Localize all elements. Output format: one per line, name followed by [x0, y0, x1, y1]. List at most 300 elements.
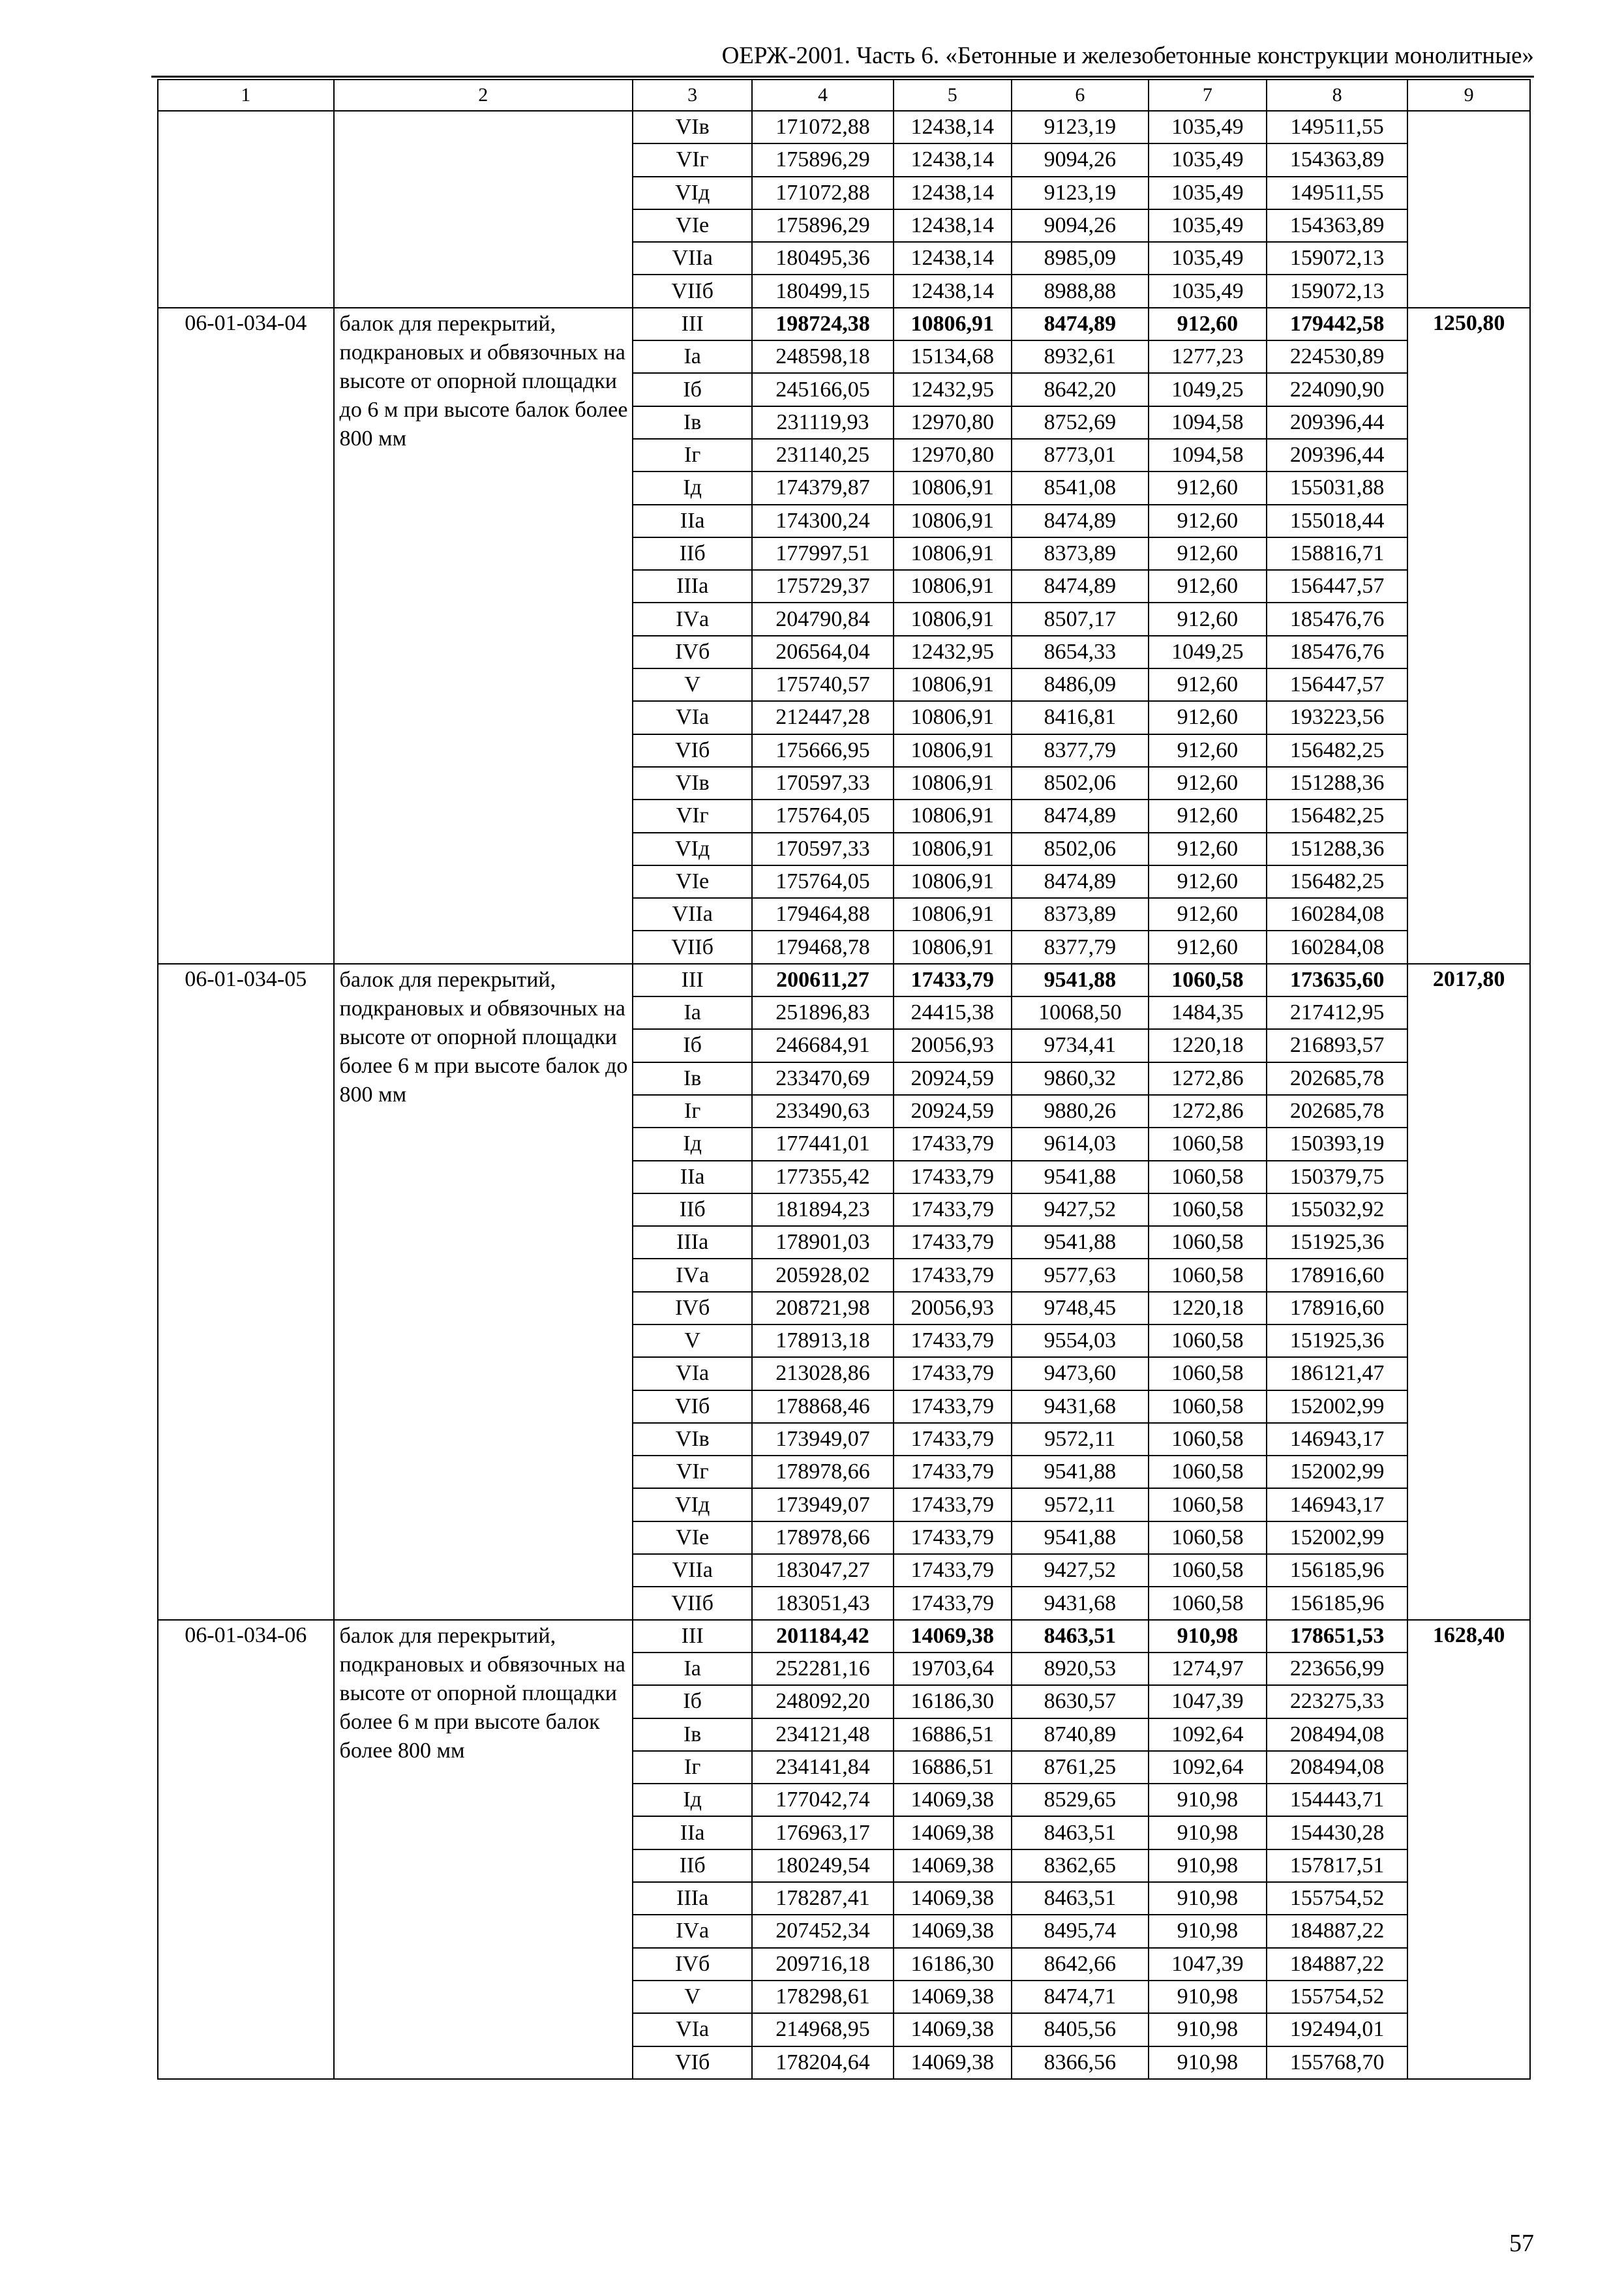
value-cell: 184887,22: [1267, 1915, 1407, 1947]
value-cell: 912,60: [1149, 603, 1267, 635]
value-cell: 231119,93: [752, 406, 893, 439]
value-cell: 9614,03: [1012, 1128, 1149, 1160]
value-cell: 9094,26: [1012, 209, 1149, 242]
value-cell: 19703,64: [894, 1653, 1012, 1685]
value-cell: 175896,29: [752, 143, 893, 176]
resource-group-cell: VIд: [633, 177, 753, 209]
value-cell: 9554,03: [1012, 1324, 1149, 1357]
value-cell: 912,60: [1149, 865, 1267, 898]
value-cell: 9572,11: [1012, 1423, 1149, 1456]
value-cell: 1060,58: [1149, 1357, 1267, 1390]
value-cell: 14069,38: [894, 1981, 1012, 2013]
total-cell-empty: [1407, 111, 1530, 308]
value-cell: 910,98: [1149, 1620, 1267, 1653]
resource-group-cell: VIг: [633, 800, 753, 832]
value-cell: 10806,91: [894, 603, 1012, 635]
resource-group-cell: Iа: [633, 996, 753, 1029]
value-cell: 178916,60: [1267, 1259, 1407, 1291]
value-cell: 9431,68: [1012, 1390, 1149, 1423]
value-cell: 214968,95: [752, 2013, 893, 2046]
value-cell: 8463,51: [1012, 1816, 1149, 1849]
value-cell: 209396,44: [1267, 406, 1407, 439]
value-cell: 208721,98: [752, 1292, 893, 1324]
value-cell: 217412,95: [1267, 996, 1407, 1029]
value-cell: 1049,25: [1149, 373, 1267, 406]
resource-group-cell: VIа: [633, 1357, 753, 1390]
value-cell: 910,98: [1149, 1882, 1267, 1915]
value-cell: 170597,33: [752, 767, 893, 800]
value-cell: 910,98: [1149, 1816, 1267, 1849]
value-cell: 157817,51: [1267, 1849, 1407, 1882]
value-cell: 223275,33: [1267, 1685, 1407, 1718]
value-cell: 12438,14: [894, 177, 1012, 209]
value-cell: 910,98: [1149, 1784, 1267, 1816]
value-cell: 160284,08: [1267, 931, 1407, 963]
resource-group-cell: Iа: [633, 340, 753, 373]
value-cell: 206564,04: [752, 636, 893, 668]
value-cell: 234141,84: [752, 1751, 893, 1784]
value-cell: 20056,93: [894, 1029, 1012, 1062]
resource-group-cell: VIб: [633, 734, 753, 767]
value-cell: 201184,42: [752, 1620, 893, 1653]
value-cell: 8474,89: [1012, 505, 1149, 537]
value-cell: 177355,42: [752, 1161, 893, 1193]
value-cell: 198724,38: [752, 308, 893, 340]
value-cell: 8474,71: [1012, 1981, 1149, 2013]
value-cell: 16886,51: [894, 1751, 1012, 1784]
value-cell: 1060,58: [1149, 1587, 1267, 1619]
value-cell: 151925,36: [1267, 1324, 1407, 1357]
value-cell: 1220,18: [1149, 1029, 1267, 1062]
value-cell: 224530,89: [1267, 340, 1407, 373]
value-cell: 9123,19: [1012, 111, 1149, 143]
value-cell: 10806,91: [894, 668, 1012, 701]
resource-group-cell: V: [633, 1324, 753, 1357]
value-cell: 14069,38: [894, 1784, 1012, 1816]
item-code: 06-01-034-05: [158, 964, 334, 1620]
value-cell: 248598,18: [752, 340, 893, 373]
value-cell: 8463,51: [1012, 1620, 1149, 1653]
value-cell: 251896,83: [752, 996, 893, 1029]
value-cell: 155754,52: [1267, 1882, 1407, 1915]
resource-group-cell: VIе: [633, 209, 753, 242]
value-cell: 17433,79: [894, 1423, 1012, 1456]
resource-group-cell: VIг: [633, 1456, 753, 1488]
resource-group-cell: VIIб: [633, 275, 753, 307]
value-cell: 178298,61: [752, 1981, 893, 2013]
resource-group-cell: IIа: [633, 505, 753, 537]
value-cell: 207452,34: [752, 1915, 893, 1947]
value-cell: 912,60: [1149, 505, 1267, 537]
price-table: [157, 79, 1531, 2080]
value-cell: 12438,14: [894, 111, 1012, 143]
value-cell: 156482,25: [1267, 734, 1407, 767]
value-cell: 9860,32: [1012, 1062, 1149, 1095]
value-cell: 10806,91: [894, 865, 1012, 898]
value-cell: 1272,86: [1149, 1095, 1267, 1128]
value-cell: 9541,88: [1012, 1521, 1149, 1554]
value-cell: 8486,09: [1012, 668, 1149, 701]
value-cell: 156185,96: [1267, 1554, 1407, 1587]
value-cell: 178868,46: [752, 1390, 893, 1423]
resource-group-cell: III: [633, 1620, 753, 1653]
value-cell: 152002,99: [1267, 1390, 1407, 1423]
resource-group-cell: Iд: [633, 471, 753, 504]
value-cell: 16886,51: [894, 1718, 1012, 1751]
resource-group-cell: IIб: [633, 1849, 753, 1882]
resource-group-cell: IVа: [633, 603, 753, 635]
value-cell: 1094,58: [1149, 439, 1267, 471]
resource-group-cell: IIIа: [633, 1882, 753, 1915]
value-cell: 8366,56: [1012, 2046, 1149, 2079]
description-cell-empty: [334, 111, 633, 308]
value-cell: 176963,17: [752, 1816, 893, 1849]
value-cell: 185476,76: [1267, 636, 1407, 668]
value-cell: 8373,89: [1012, 537, 1149, 570]
value-cell: 1277,23: [1149, 340, 1267, 373]
value-cell: 8541,08: [1012, 471, 1149, 504]
value-cell: 181894,23: [752, 1193, 893, 1226]
value-cell: 8463,51: [1012, 1882, 1149, 1915]
value-cell: 180495,36: [752, 242, 893, 275]
value-cell: 17433,79: [894, 1587, 1012, 1619]
value-cell: 10806,91: [894, 833, 1012, 865]
resource-group-cell: IIб: [633, 537, 753, 570]
value-cell: 8416,81: [1012, 701, 1149, 734]
value-cell: 185476,76: [1267, 603, 1407, 635]
value-cell: 10806,91: [894, 734, 1012, 767]
value-cell: 248092,20: [752, 1685, 893, 1718]
resource-group-cell: IVб: [633, 636, 753, 668]
resource-group-cell: VIIа: [633, 242, 753, 275]
value-cell: 216893,57: [1267, 1029, 1407, 1062]
value-cell: 151925,36: [1267, 1226, 1407, 1259]
table-row: [158, 308, 1530, 340]
resource-group-cell: III: [633, 308, 753, 340]
resource-group-cell: III: [633, 964, 753, 996]
resource-group-cell: Iб: [633, 373, 753, 406]
resource-group-cell: IVб: [633, 1292, 753, 1324]
value-cell: 233470,69: [752, 1062, 893, 1095]
value-cell: 175740,57: [752, 668, 893, 701]
value-cell: 1047,39: [1149, 1948, 1267, 1981]
value-cell: 912,60: [1149, 734, 1267, 767]
value-cell: 17433,79: [894, 1521, 1012, 1554]
value-cell: 208494,08: [1267, 1718, 1407, 1751]
value-cell: 8985,09: [1012, 242, 1149, 275]
value-cell: 154363,89: [1267, 209, 1407, 242]
value-cell: 1035,49: [1149, 242, 1267, 275]
value-cell: 159072,13: [1267, 242, 1407, 275]
value-cell: 183047,27: [752, 1554, 893, 1587]
value-cell: 8474,89: [1012, 865, 1149, 898]
value-cell: 8654,33: [1012, 636, 1149, 668]
value-cell: 1484,35: [1149, 996, 1267, 1029]
value-cell: 912,60: [1149, 570, 1267, 603]
value-cell: 245166,05: [752, 373, 893, 406]
value-cell: 8630,57: [1012, 1685, 1149, 1718]
column-number: 9: [1407, 80, 1530, 111]
value-cell: 12438,14: [894, 143, 1012, 176]
value-cell: 1060,58: [1149, 1521, 1267, 1554]
value-cell: 10806,91: [894, 537, 1012, 570]
value-cell: 178287,41: [752, 1882, 893, 1915]
value-cell: 17433,79: [894, 1193, 1012, 1226]
value-cell: 8362,65: [1012, 1849, 1149, 1882]
resource-group-cell: VIв: [633, 111, 753, 143]
value-cell: 10806,91: [894, 898, 1012, 931]
value-cell: 8502,06: [1012, 767, 1149, 800]
value-cell: 154443,71: [1267, 1784, 1407, 1816]
value-cell: 1092,64: [1149, 1718, 1267, 1751]
value-cell: 912,60: [1149, 800, 1267, 832]
value-cell: 14069,38: [894, 1849, 1012, 1882]
resource-group-cell: Iд: [633, 1128, 753, 1160]
value-cell: 202685,78: [1267, 1062, 1407, 1095]
value-cell: 1060,58: [1149, 1423, 1267, 1456]
value-cell: 1047,39: [1149, 1685, 1267, 1718]
value-cell: 246684,91: [752, 1029, 893, 1062]
value-cell: 912,60: [1149, 701, 1267, 734]
resource-group-cell: VIб: [633, 2046, 753, 2079]
value-cell: 1035,49: [1149, 143, 1267, 176]
value-cell: 1060,58: [1149, 1324, 1267, 1357]
value-cell: 9431,68: [1012, 1587, 1149, 1619]
resource-group-cell: V: [633, 1981, 753, 2013]
value-cell: 17433,79: [894, 1357, 1012, 1390]
value-cell: 180499,15: [752, 275, 893, 307]
value-cell: 912,60: [1149, 898, 1267, 931]
resource-group-cell: Iв: [633, 1062, 753, 1095]
value-cell: 8405,56: [1012, 2013, 1149, 2046]
value-cell: 152002,99: [1267, 1521, 1407, 1554]
value-cell: 233490,63: [752, 1095, 893, 1128]
value-cell: 10806,91: [894, 471, 1012, 504]
value-cell: 9094,26: [1012, 143, 1149, 176]
value-cell: 209396,44: [1267, 439, 1407, 471]
value-cell: 156447,57: [1267, 570, 1407, 603]
column-number: 4: [752, 80, 893, 111]
value-cell: 16186,30: [894, 1948, 1012, 1981]
value-cell: 8988,88: [1012, 275, 1149, 307]
value-cell: 158816,71: [1267, 537, 1407, 570]
value-cell: 20924,59: [894, 1095, 1012, 1128]
value-cell: 9473,60: [1012, 1357, 1149, 1390]
column-number: 2: [334, 80, 633, 111]
value-cell: 179468,78: [752, 931, 893, 963]
value-cell: 173949,07: [752, 1488, 893, 1521]
value-cell: 912,60: [1149, 668, 1267, 701]
value-cell: 14069,38: [894, 2046, 1012, 2079]
column-number: 8: [1267, 80, 1407, 111]
value-cell: 156447,57: [1267, 668, 1407, 701]
value-cell: 8529,65: [1012, 1784, 1149, 1816]
value-cell: 9541,88: [1012, 1456, 1149, 1488]
value-cell: 252281,16: [752, 1653, 893, 1685]
resource-group-cell: IIа: [633, 1816, 753, 1849]
value-cell: 1060,58: [1149, 1193, 1267, 1226]
value-cell: 10806,91: [894, 308, 1012, 340]
value-cell: 177042,74: [752, 1784, 893, 1816]
value-cell: 1060,58: [1149, 1488, 1267, 1521]
value-cell: 14069,38: [894, 1882, 1012, 1915]
resource-group-cell: Iа: [633, 1653, 753, 1685]
item-total: 1628,40: [1407, 1620, 1530, 2079]
value-cell: 8474,89: [1012, 570, 1149, 603]
value-cell: 912,60: [1149, 931, 1267, 963]
value-cell: 17433,79: [894, 1161, 1012, 1193]
value-cell: 171072,88: [752, 177, 893, 209]
value-cell: 9748,45: [1012, 1292, 1149, 1324]
value-cell: 1060,58: [1149, 1128, 1267, 1160]
value-cell: 1035,49: [1149, 111, 1267, 143]
value-cell: 8642,20: [1012, 373, 1149, 406]
value-cell: 9541,88: [1012, 964, 1149, 996]
value-cell: 15134,68: [894, 340, 1012, 373]
value-cell: 1060,58: [1149, 1226, 1267, 1259]
resource-group-cell: VIд: [633, 1488, 753, 1521]
value-cell: 17433,79: [894, 964, 1012, 996]
value-cell: 179442,58: [1267, 308, 1407, 340]
value-cell: 9541,88: [1012, 1161, 1149, 1193]
value-cell: 17433,79: [894, 1390, 1012, 1423]
value-cell: 8502,06: [1012, 833, 1149, 865]
column-number: 6: [1012, 80, 1149, 111]
resource-group-cell: IVа: [633, 1259, 753, 1291]
resource-group-cell: Iв: [633, 406, 753, 439]
value-cell: 155018,44: [1267, 505, 1407, 537]
value-cell: 9541,88: [1012, 1226, 1149, 1259]
value-cell: 149511,55: [1267, 111, 1407, 143]
item-code: 06-01-034-04: [158, 308, 334, 964]
value-cell: 156482,25: [1267, 865, 1407, 898]
value-cell: 10806,91: [894, 505, 1012, 537]
item-description: балок для перекрытий, подкрановых и обвязочных на высоте от опорной площадки более 6 м при высоте балок до 800 мм: [334, 964, 633, 1620]
value-cell: 200611,27: [752, 964, 893, 996]
value-cell: 151288,36: [1267, 767, 1407, 800]
value-cell: 8377,79: [1012, 931, 1149, 963]
value-cell: 17433,79: [894, 1488, 1012, 1521]
value-cell: 178978,66: [752, 1521, 893, 1554]
value-cell: 20924,59: [894, 1062, 1012, 1095]
value-cell: 184887,22: [1267, 1948, 1407, 1981]
value-cell: 192494,01: [1267, 2013, 1407, 2046]
column-number-row: [158, 80, 1530, 111]
column-number: 1: [158, 80, 334, 111]
value-cell: 178978,66: [752, 1456, 893, 1488]
page-number: 57: [1509, 2230, 1534, 2257]
value-cell: 912,60: [1149, 537, 1267, 570]
value-cell: 912,60: [1149, 471, 1267, 504]
value-cell: 173949,07: [752, 1423, 893, 1456]
resource-group-cell: Iб: [633, 1685, 753, 1718]
value-cell: 1035,49: [1149, 209, 1267, 242]
value-cell: 8642,66: [1012, 1948, 1149, 1981]
value-cell: 177997,51: [752, 537, 893, 570]
value-cell: 12432,95: [894, 636, 1012, 668]
resource-group-cell: VIг: [633, 143, 753, 176]
value-cell: 1272,86: [1149, 1062, 1267, 1095]
value-cell: 910,98: [1149, 1915, 1267, 1947]
value-cell: 8373,89: [1012, 898, 1149, 931]
value-cell: 183051,43: [752, 1587, 893, 1619]
resource-group-cell: VIа: [633, 701, 753, 734]
value-cell: 146943,17: [1267, 1423, 1407, 1456]
value-cell: 14069,38: [894, 1915, 1012, 1947]
value-cell: 8377,79: [1012, 734, 1149, 767]
value-cell: 16186,30: [894, 1685, 1012, 1718]
resource-group-cell: Iг: [633, 439, 753, 471]
value-cell: 912,60: [1149, 767, 1267, 800]
value-cell: 202685,78: [1267, 1095, 1407, 1128]
value-cell: 1094,58: [1149, 406, 1267, 439]
resource-group-cell: IIIа: [633, 1226, 753, 1259]
value-cell: 17433,79: [894, 1456, 1012, 1488]
value-cell: 156185,96: [1267, 1587, 1407, 1619]
value-cell: 209716,18: [752, 1948, 893, 1981]
value-cell: 9572,11: [1012, 1488, 1149, 1521]
resource-group-cell: VIIа: [633, 898, 753, 931]
resource-group-cell: VIIб: [633, 1587, 753, 1619]
resource-group-cell: IIа: [633, 1161, 753, 1193]
value-cell: 231140,25: [752, 439, 893, 471]
resource-group-cell: IVб: [633, 1948, 753, 1981]
value-cell: 10806,91: [894, 570, 1012, 603]
value-cell: 1060,58: [1149, 1554, 1267, 1587]
value-cell: 8773,01: [1012, 439, 1149, 471]
value-cell: 151288,36: [1267, 833, 1407, 865]
value-cell: 223656,99: [1267, 1653, 1407, 1685]
value-cell: 8740,89: [1012, 1718, 1149, 1751]
value-cell: 10806,91: [894, 800, 1012, 832]
value-cell: 175764,05: [752, 800, 893, 832]
value-cell: 175666,95: [752, 734, 893, 767]
value-cell: 1060,58: [1149, 1161, 1267, 1193]
value-cell: 17433,79: [894, 1259, 1012, 1291]
value-cell: 9427,52: [1012, 1554, 1149, 1587]
value-cell: 212447,28: [752, 701, 893, 734]
value-cell: 170597,33: [752, 833, 893, 865]
value-cell: 12970,80: [894, 406, 1012, 439]
table-row: [158, 111, 1530, 143]
resource-group-cell: V: [633, 668, 753, 701]
value-cell: 178901,03: [752, 1226, 893, 1259]
code-cell-empty: [158, 111, 334, 308]
value-cell: 10806,91: [894, 767, 1012, 800]
value-cell: 1060,58: [1149, 1456, 1267, 1488]
value-cell: 17433,79: [894, 1554, 1012, 1587]
value-cell: 154363,89: [1267, 143, 1407, 176]
value-cell: 1035,49: [1149, 177, 1267, 209]
value-cell: 174300,24: [752, 505, 893, 537]
value-cell: 178916,60: [1267, 1292, 1407, 1324]
value-cell: 8474,89: [1012, 800, 1149, 832]
value-cell: 9123,19: [1012, 177, 1149, 209]
resource-group-cell: IVа: [633, 1915, 753, 1947]
value-cell: 8932,61: [1012, 340, 1149, 373]
value-cell: 1035,49: [1149, 275, 1267, 307]
value-cell: 9734,41: [1012, 1029, 1149, 1062]
value-cell: 177441,01: [752, 1128, 893, 1160]
value-cell: 12438,14: [894, 209, 1012, 242]
value-cell: 12438,14: [894, 275, 1012, 307]
value-cell: 155768,70: [1267, 2046, 1407, 2079]
value-cell: 910,98: [1149, 1981, 1267, 2013]
value-cell: 173635,60: [1267, 964, 1407, 996]
value-cell: 150379,75: [1267, 1161, 1407, 1193]
value-cell: 160284,08: [1267, 898, 1407, 931]
value-cell: 1060,58: [1149, 964, 1267, 996]
